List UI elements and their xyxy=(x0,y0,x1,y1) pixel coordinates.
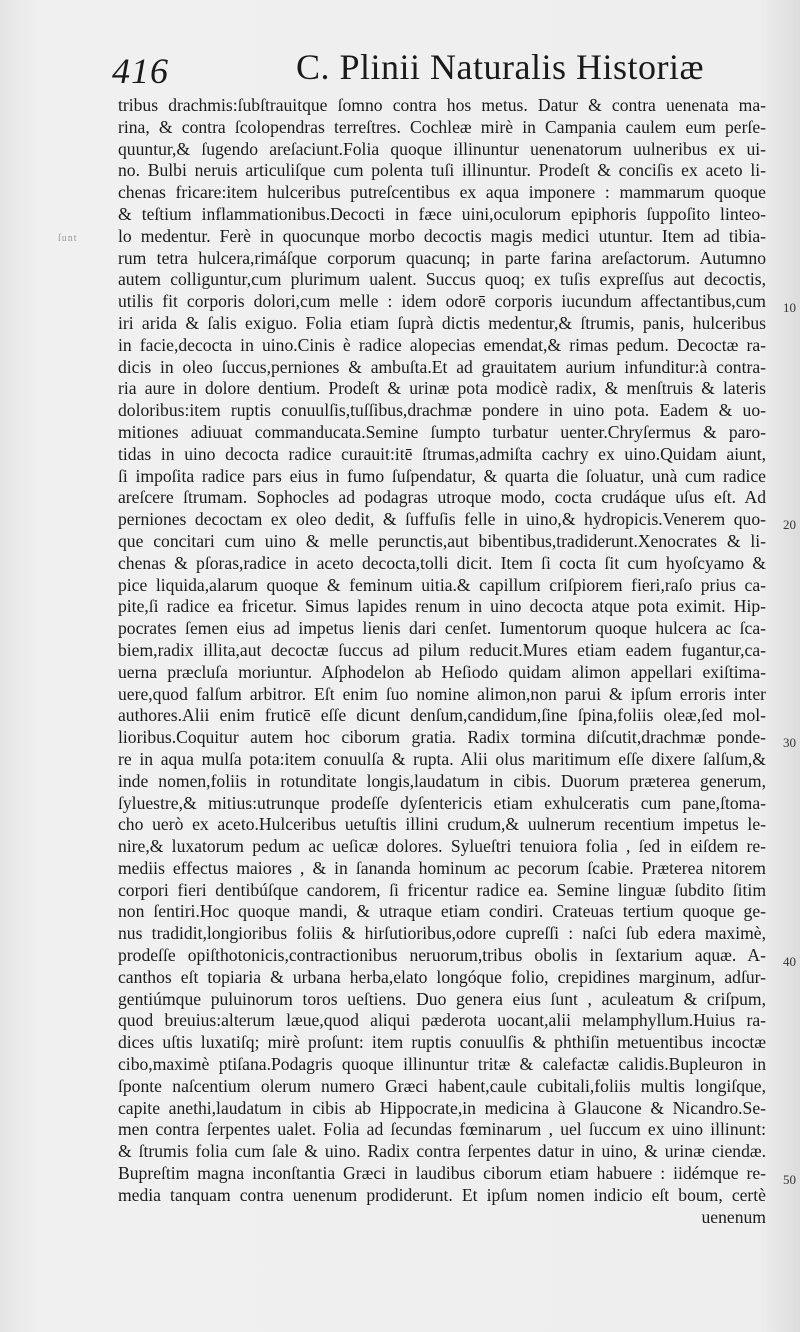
text-line: canthos eſt topiaria & urbana herba,elato longóque folio, crepidines marginum, adſur- xyxy=(118,966,766,987)
text-line: mediis effectus maiores , & in ſananda hominum ac pecorum ſcabie. Præterea nitorem xyxy=(118,857,766,878)
text-line: utilis fit corporis dolori,cum melle : idem odorē corporis iucundum affectantibus,cum xyxy=(118,291,766,312)
text-line: uere,quod falſum arbitror. Eſt enim ſuo nomine alimon,non parui & ipſum erroris inter xyxy=(118,683,766,704)
text-line: pite,ſi radice ea fricetur. Simus lapides renum in uino decocta atque pota eximit. Hip- xyxy=(118,596,766,617)
text-line: chenas & pſoras,radice in aceto decocta,tolli dicit. Item ſi cocta ſit cum hyoſcyamo & xyxy=(118,552,766,573)
line-marker-20: 20 xyxy=(783,517,796,532)
body-text xyxy=(118,95,766,1228)
text-line: rina, & contra ſcolopendras terreſtres. Cochleæ mirè in Campania caulem eum perſe- xyxy=(118,116,766,137)
text-line: in facie,decocta in uino.Cinis è radice alopecias emendat,& rimas pedum. Decoctæ ra- xyxy=(118,334,766,355)
text-line: perniones decoctam ex oleo dedit, & ſuffuſis felle in uino,& hydropicis.Venerem quo- xyxy=(118,509,766,530)
text-line: ſponte naſcentium olerum numero Græci habent,caule cubitali,foliis multis longiſque, xyxy=(118,1075,766,1096)
text-line: nus tradidit,longioribus foliis & hirſutioribus,odore cupreſſi : naſci ſub edera maximè, xyxy=(118,923,766,944)
text-line: & ſtrumis folia cum ſale & uino. Radix contra ſerpentes datur in uino, & urinæ ciendæ. xyxy=(118,1141,766,1162)
text-line: que concitari cum uino & melle perunctis,aut bibentibus,tradiderunt.Xenocrates & li- xyxy=(118,530,766,551)
text-line: Bupreſtim magna inconſtantia Græci in laudibus ciborum etiam habuere : iidémque re- xyxy=(118,1163,766,1184)
text-line: doloribus:item ruptis conuulſis,tuſſibus,drachmæ pondere in uino pota. Eadem & uo- xyxy=(118,400,766,421)
text-line: rum tetra hulcera,rimáſque corporum quacunq; in parte farina areſactorum. Autumno xyxy=(118,247,766,268)
line-marker-40: 40 xyxy=(783,954,796,969)
text-line: cibo,maximè ptiſana.Podagris quoque illinuntur tritæ & calefactæ calidis.Bupleuron in xyxy=(118,1054,766,1075)
text-line: re in aqua mulſa pota:item conuulſa & rupta. Alii olus maritimum eſſe dixere ſalſum,& xyxy=(118,748,766,769)
text-line: iri arida & ſalis exiguo. Folia etiam ſuprà dictis medentur,& ſtrumis, panis, hulceribus xyxy=(118,312,766,333)
text-line: corpori fieri dentibúſque candorem, ſi fricentur radice ea. Semine linguæ ſubdito ſitim xyxy=(118,879,766,900)
page-number: 416 xyxy=(112,51,169,91)
text-line: capite anethi,laudatum in cibis ab Hippocrate,in medicina à Glaucone & Nicandro.Se- xyxy=(118,1097,766,1118)
text-line: ria aure in dolore dentium. Prodeſt & urinæ pota modicè radix, & menſtruis & lateris xyxy=(118,378,766,399)
text-line: cho uerò ex aceto.Hulceribus uetuſtis illini crudum,& uulnerum recentium impetus le- xyxy=(118,814,766,835)
text-line: uenenum xyxy=(701,1206,766,1227)
text-line: quuntur,& ſugendo areſaciunt.Folia quoque illinuntur uenenatorum uulneribus ex ui- xyxy=(118,138,766,159)
text-line: pocrates ſemen eius ad impetus lienis dari cenſet. Iumentorum quoque hulcera ac ſca- xyxy=(118,618,766,639)
text-line: tidas in uino decocta radice curauit:itē ſtrumas,admiſta cachry ex uino.Quidam aiunt, xyxy=(118,443,766,464)
text-line: dicis in oleo ſuccus,perniones & ambuſta.Et ad grauitatem aurium infunditur:à contra- xyxy=(118,356,766,377)
text-line: lo medentur. Ferè in quocunque morbo decoctis magis medici utuntur. Item ad tibia- xyxy=(118,225,766,246)
text-line: non ſentiri.Hoc quoque mandi, & utraque etiam condiri. Crateuas tertium quoque ge- xyxy=(118,901,766,922)
text-line: pice liquida,alarum quoque & feminum uitia.& capillum criſpiorem fieri,raſo prius ca- xyxy=(118,574,766,595)
text-line: mitiones adiuuat commanducata.Semine ſumpto turbatur uenter.Chryſermus & paro- xyxy=(118,421,766,442)
margin-note: ſunt xyxy=(58,233,78,244)
line-marker-50: 50 xyxy=(783,1172,796,1187)
line-marker-30: 30 xyxy=(783,735,796,750)
text-line: gentiúmque puluinorum toros ueſtiens. Duo genera eius ſunt , aculeatum & criſpum, xyxy=(118,988,766,1009)
text-line: men contra ſerpentes ualet. Folia ad ſecundas fœminarum , uel ſuccum ex uino illinunt: xyxy=(118,1119,766,1140)
text-line: authores.Alii enim fruticē eſſe dicunt denſum,candidum,ſine ſpina,foliis oleæ,ſed mol- xyxy=(118,705,766,726)
text-line: ſi impoſita radice pars eius in fumo ſuſpendatur, & quarta die ſoluatur, unà cum radice xyxy=(118,465,766,486)
text-line: media tanquam contra uenenum prodiderunt. Et ipſum nomen indicio eſt boum, certè xyxy=(118,1184,766,1205)
text-line: inde nomen,foliis in rotunditate longis,laudatum in cibis. Duorum præterea generum, xyxy=(118,770,766,791)
text-line: no. Bulbi neruis articuliſque cum polenta tuſi illinuntur. Prodeſt & conciſis ex aceto li- xyxy=(118,160,766,181)
text-line: biem,radix illita,aut decoctæ ſuccus ad pilum reducit.Mures etiam eadem fugantur,ca- xyxy=(118,639,766,660)
text-line: chenas fricare:item hulceribus putreſcentibus ex aqua imponere : mammarum quoque xyxy=(118,182,766,203)
text-line: areſcere ſtrumam. Sophocles ad podagras utroque modo, cocta crudáque uſus eſt. Ad xyxy=(118,487,766,508)
text-line: prodeſſe opiſthotonicis,contractionibus neruorum,tribus obolis in ſextarium aquæ. A- xyxy=(118,945,766,966)
text-line: autem colliguntur,cum plurimum ualent. Succus quoq; ex tuſis expreſſus aut decoctis, xyxy=(118,269,766,290)
text-line: ſyluestre,& mitius:utrunque prodeſſe dyſentericis etiam exhulceratis cum pane,ſtoma- xyxy=(118,792,766,813)
text-line: uerna præcluſa moriuntur. Aſphodelon ab Heſiodo quidam alimon appellari exiſtima- xyxy=(118,661,766,682)
text-line: lioribus.Coquitur autem hoc ciborum gratia. Radix tormina diſcutit,drachmæ ponde- xyxy=(118,727,766,748)
text-line: & teſtium inflammationibus.Decocti in fæce uini,oculorum epiphoris ſuppoſito linteo- xyxy=(118,203,766,224)
line-marker-10: 10 xyxy=(783,300,796,315)
text-line: tribus drachmis:ſubſtrauitque ſomno contra hos metus. Datur & contra uenenata ma- xyxy=(118,95,766,115)
text-line: dices uſtis luxatiſq; mirè proſunt: item ruptis conuulſis & phthiſin metuentibus incoctæ xyxy=(118,1032,766,1053)
text-line: quod breuius:alterum læue,quod aliqui pæderota uocant,alii melamphyllum.Huius ra- xyxy=(118,1010,766,1031)
running-title: C. Plinii Naturalis Historiæ xyxy=(296,47,705,87)
text-line: nire,& luxatorum pedum ac ueſicæ dolores. Sylueſtri tenuiora folia , ſed in eiſdem re- xyxy=(118,836,766,857)
